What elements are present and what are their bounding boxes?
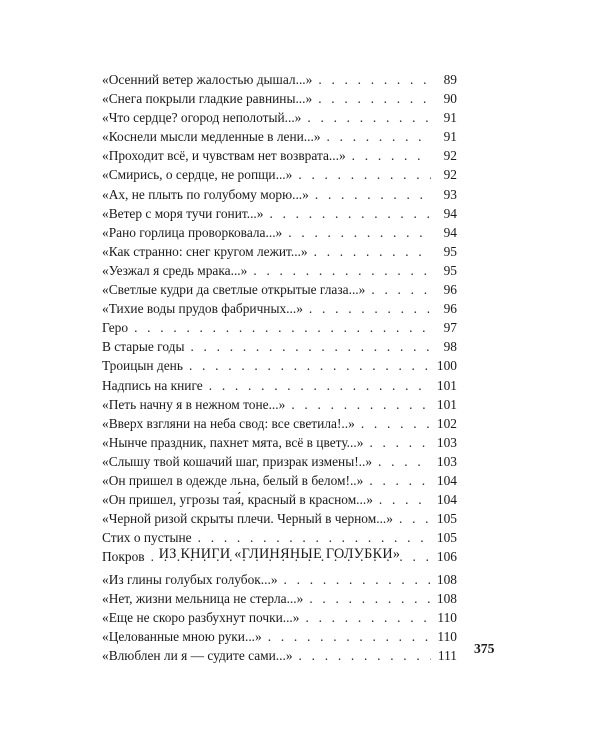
toc-entry-title: «Что сердце? огород неполотый...» bbox=[102, 110, 302, 126]
dot-leader bbox=[314, 242, 431, 261]
toc-entry-page: 111 bbox=[437, 648, 457, 664]
toc-entry bbox=[102, 299, 457, 318]
toc-entry bbox=[102, 146, 457, 165]
dot-leader bbox=[318, 70, 431, 89]
toc-entry bbox=[102, 509, 457, 528]
toc-entry-page: 104 bbox=[436, 472, 457, 488]
toc-entry-title: «Еще не скоро разбухнут почки...» bbox=[102, 610, 300, 626]
section-heading: ИЗ КНИГИ «ГЛИНЯНЫЕ ГОЛУБКИ» bbox=[158, 546, 401, 562]
dot-leader bbox=[309, 299, 431, 318]
dot-leader bbox=[369, 471, 431, 490]
toc-entry bbox=[102, 452, 457, 471]
toc-entry bbox=[102, 70, 457, 89]
dot-leader bbox=[288, 223, 431, 242]
toc-entry-page: 105 bbox=[436, 511, 457, 527]
toc-entry-page: 94 bbox=[443, 224, 457, 240]
dot-leader bbox=[371, 280, 431, 299]
toc-entry-title: «Уезжал я средь мрака...» bbox=[102, 262, 248, 278]
toc-entry-page: 103 bbox=[436, 453, 457, 469]
toc-entry-title: «Нет, жизни мельница не стерла...» bbox=[102, 591, 304, 607]
toc-entry bbox=[102, 242, 457, 261]
toc-entry-page: 101 bbox=[436, 377, 457, 393]
dot-leader bbox=[284, 570, 431, 589]
toc-entry-title: «Слышу твой кошачий шаг, призрак измены!..» bbox=[102, 453, 373, 469]
toc-entry-page: 95 bbox=[443, 262, 457, 278]
toc-entry bbox=[102, 376, 457, 395]
dot-leader bbox=[299, 646, 431, 665]
toc-entry bbox=[102, 318, 457, 337]
toc-entry bbox=[102, 337, 457, 356]
toc-entry-page: 105 bbox=[436, 530, 457, 546]
toc-entry-title: «Он пришел в одежде льна, белый в белом!..» bbox=[102, 472, 364, 488]
toc-entry-title: «Петь начну я в нежном тоне...» bbox=[102, 396, 286, 412]
toc-entry bbox=[102, 471, 457, 490]
toc-entry-page: 91 bbox=[443, 110, 457, 126]
toc-entry bbox=[102, 223, 457, 242]
toc-entry bbox=[102, 185, 457, 204]
toc-list-part2 bbox=[102, 570, 457, 665]
dot-leader bbox=[379, 490, 431, 509]
toc-entry bbox=[102, 356, 457, 375]
toc-list-part1 bbox=[102, 70, 457, 566]
toc-entry-title: «Он пришел, угрозы тая́, красный в красном...» bbox=[102, 492, 373, 508]
toc-entry-page: 104 bbox=[436, 492, 457, 508]
toc-entry-page: 95 bbox=[443, 243, 457, 259]
toc-entry bbox=[102, 395, 457, 414]
toc-entry-title: «Ах, не плыть по голубому морю...» bbox=[102, 186, 309, 202]
toc-entry-page: 106 bbox=[436, 549, 457, 565]
dot-leader bbox=[399, 509, 431, 528]
toc-entry-page: 110 bbox=[437, 610, 457, 626]
toc-entry-title: «Светлые кудри да светлые открытые глаза...» bbox=[102, 282, 366, 298]
toc-entry-title: «Осенний ветер жалостью дышал...» bbox=[102, 72, 313, 87]
toc-entry bbox=[102, 89, 457, 108]
toc-entry-page: 91 bbox=[443, 129, 457, 145]
toc-entry-title: «Вверх взгляни на неба свод: все светила!..» bbox=[102, 415, 355, 431]
toc-entry-page: 100 bbox=[436, 358, 457, 374]
toc-entry-page: 110 bbox=[437, 629, 457, 645]
toc-entry bbox=[102, 608, 457, 627]
toc-entry-page: 101 bbox=[436, 396, 457, 412]
toc-entry bbox=[102, 570, 457, 589]
toc-entry-page: 93 bbox=[443, 186, 457, 202]
dot-leader bbox=[305, 608, 431, 627]
toc-entry-page: 108 bbox=[436, 572, 457, 587]
toc-entry-title: Стих о пустыне bbox=[102, 530, 192, 546]
dot-leader bbox=[352, 146, 431, 165]
dot-leader bbox=[369, 433, 431, 452]
toc-entry-page: 94 bbox=[443, 205, 457, 221]
toc-entry-page: 92 bbox=[443, 167, 457, 183]
dot-leader bbox=[315, 185, 431, 204]
dot-leader bbox=[327, 127, 431, 146]
toc-entry bbox=[102, 627, 457, 646]
toc-entry-page: 98 bbox=[443, 339, 457, 355]
dot-leader bbox=[291, 395, 431, 414]
toc-entry bbox=[102, 433, 457, 452]
toc-entry-title: «Ветер с моря тучи гонит...» bbox=[102, 205, 264, 221]
toc-entry-title: «Рано горлица проворковала...» bbox=[102, 224, 283, 240]
dot-leader bbox=[253, 261, 431, 280]
toc-entry bbox=[102, 589, 457, 608]
dot-leader bbox=[318, 89, 431, 108]
toc-entry-title: «Целованные мною руки...» bbox=[102, 629, 262, 645]
dot-leader bbox=[209, 376, 431, 395]
dot-leader bbox=[307, 108, 431, 127]
dot-leader bbox=[361, 414, 431, 433]
toc-entry-title: Геро bbox=[102, 320, 129, 336]
toc-entry-title: Покров bbox=[102, 549, 145, 565]
toc-entry-title: «Нынче праздник, пахнет мята, всё в цвету...» bbox=[102, 434, 364, 450]
toc-entry-title: «Смирись, о сердце, не ропщи...» bbox=[102, 167, 293, 183]
toc-entry-page: 103 bbox=[436, 434, 457, 450]
toc-entry-title: «Проходит всё, и чувствам нет возврата...» bbox=[102, 148, 346, 164]
toc-entry-title: Надпись на книге bbox=[102, 377, 203, 393]
toc-entry bbox=[102, 280, 457, 299]
dot-leader bbox=[189, 356, 431, 375]
toc-entry-page: 102 bbox=[436, 415, 457, 431]
dot-leader bbox=[378, 452, 431, 471]
dot-leader bbox=[134, 318, 431, 337]
toc-entry-page: 92 bbox=[443, 148, 457, 164]
toc-entry-page: 108 bbox=[436, 591, 457, 607]
toc-entry bbox=[102, 490, 457, 509]
toc-entry bbox=[102, 261, 457, 280]
toc-entry bbox=[102, 165, 457, 184]
toc-entry-page: 96 bbox=[443, 282, 457, 298]
toc-entry-title: «Из глины голубых голубок...» bbox=[102, 572, 278, 587]
toc-entry-title: Троицын день bbox=[102, 358, 183, 374]
toc-entry-page: 96 bbox=[443, 301, 457, 317]
toc-entry-page: 90 bbox=[443, 91, 457, 107]
dot-leader bbox=[268, 627, 431, 646]
toc-entry-title: «Тихие воды прудов фабричных...» bbox=[102, 301, 303, 317]
toc-entry bbox=[102, 204, 457, 223]
toc-entry-title: «Как странно: снег кругом лежит...» bbox=[102, 243, 308, 259]
toc-entry-title: «Коснели мысли медленные в лени...» bbox=[102, 129, 321, 145]
dot-leader bbox=[269, 204, 431, 223]
toc-entry bbox=[102, 646, 457, 665]
toc-entry bbox=[102, 127, 457, 146]
toc-entry-page: 89 bbox=[443, 72, 457, 87]
toc-entry-page: 97 bbox=[443, 320, 457, 336]
dot-leader bbox=[298, 165, 431, 184]
toc-entry-title: В старые годы bbox=[102, 339, 185, 355]
toc-entry-title: «Снега покрыли гладкие равнины...» bbox=[102, 91, 313, 107]
toc-entry bbox=[102, 414, 457, 433]
toc-entry-title: «Черной ризой скрыты плечи. Черный в черном...» bbox=[102, 511, 393, 527]
toc-entry-title: «Влюблен ли я — судите сами...» bbox=[102, 648, 293, 664]
dot-leader bbox=[190, 337, 431, 356]
page-number: 375 bbox=[474, 641, 495, 656]
toc-entry bbox=[102, 108, 457, 127]
dot-leader bbox=[309, 589, 431, 608]
